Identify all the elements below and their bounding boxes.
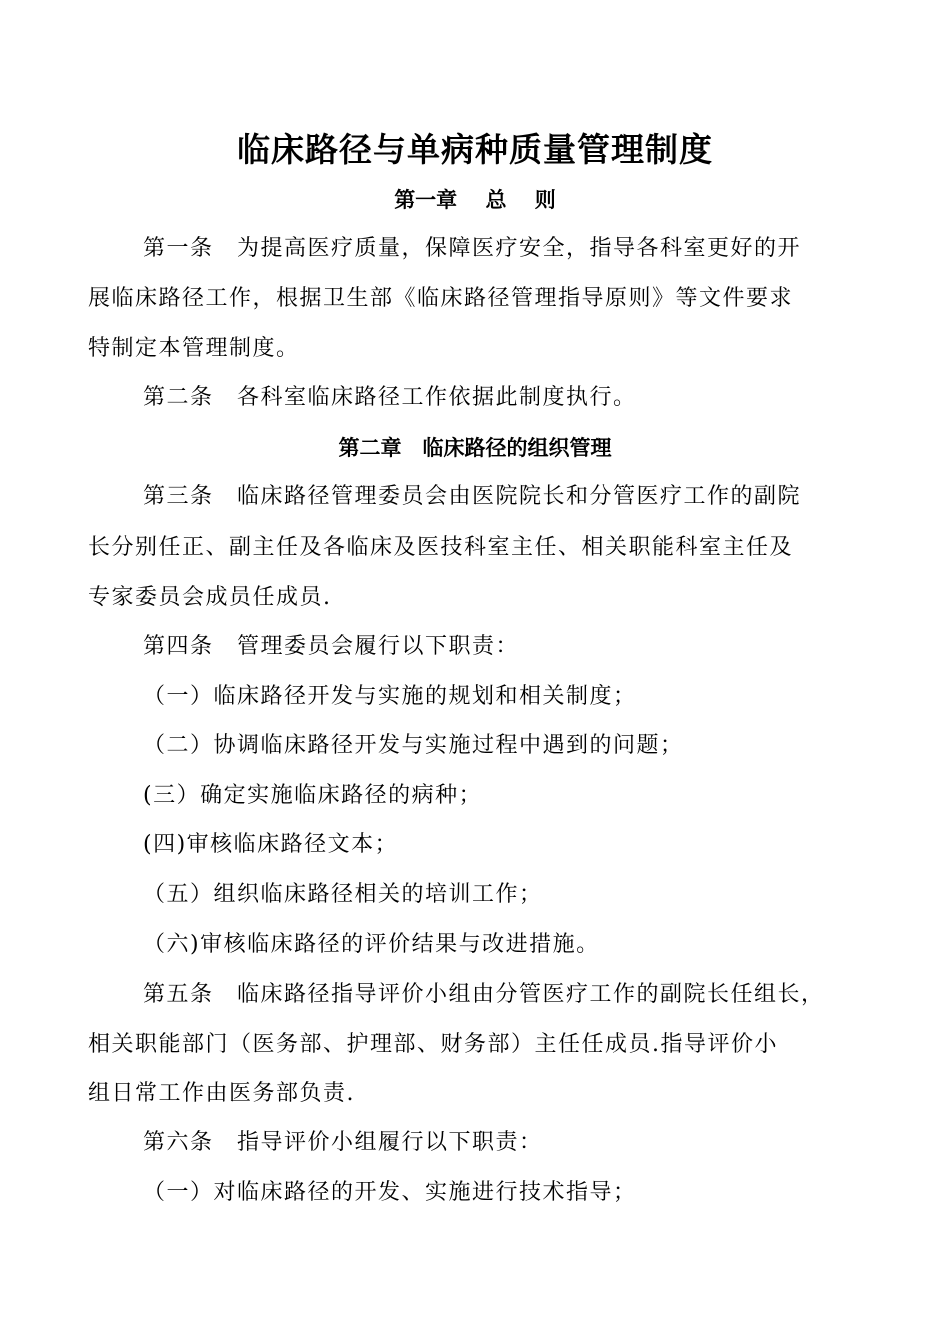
paragraph-line: 长分别任正、副主任及各临床及医技科室主任、相关职能科室主任及	[88, 535, 794, 560]
paragraph-line: 第二条 各科室临床路径工作依据此制度执行。	[143, 385, 637, 410]
chapter-heading-1: 第一章 总 则	[394, 188, 556, 212]
chapter-heading-2: 第二章 临床路径的组织管理	[338, 436, 612, 460]
list-item: （五）组织临床路径相关的培训工作；	[143, 882, 543, 907]
list-item: (三）确定实施临床路径的病种；	[143, 783, 483, 808]
paragraph-line: 相关职能部门（医务部、护理部、财务部）主任任成员.指导评价小	[88, 1032, 778, 1057]
paragraph-line: 专家委员会成员任成员.	[88, 585, 332, 610]
paragraph-line: 特制定本管理制度。	[88, 336, 300, 361]
paragraph-line: 第一条 为提高医疗质量，保障医疗安全，指导各科室更好的开	[143, 236, 802, 261]
paragraph-line: 第三条 临床路径管理委员会由医院院长和分管医疗工作的副院	[143, 484, 802, 509]
paragraph-line: 组日常工作由医务部负责.	[88, 1081, 355, 1106]
list-item: (四)审核临床路径文本；	[143, 832, 399, 857]
paragraph-line: 第四条 管理委员会履行以下职责：	[143, 634, 520, 659]
list-item: （一）临床路径开发与实施的规划和相关制度；	[143, 684, 637, 709]
paragraph-line: 第六条 指导评价小组履行以下职责：	[143, 1130, 543, 1155]
document-title: 临床路径与单病种质量管理制度	[237, 130, 713, 169]
list-item: （一）对临床路径的开发、实施进行技术指导；	[143, 1180, 637, 1205]
list-item: （二）协调临床路径开发与实施过程中遇到的问题；	[143, 733, 684, 758]
list-item: （六)审核临床路径的评价结果与改进措施。	[143, 932, 600, 957]
paragraph-line: 展临床路径工作，根据卫生部《临床路径管理指导原则》等文件要求	[88, 286, 794, 311]
paragraph-line: 第五条 临床路径指导评价小组由分管医疗工作的副院长任组长，	[143, 982, 825, 1007]
